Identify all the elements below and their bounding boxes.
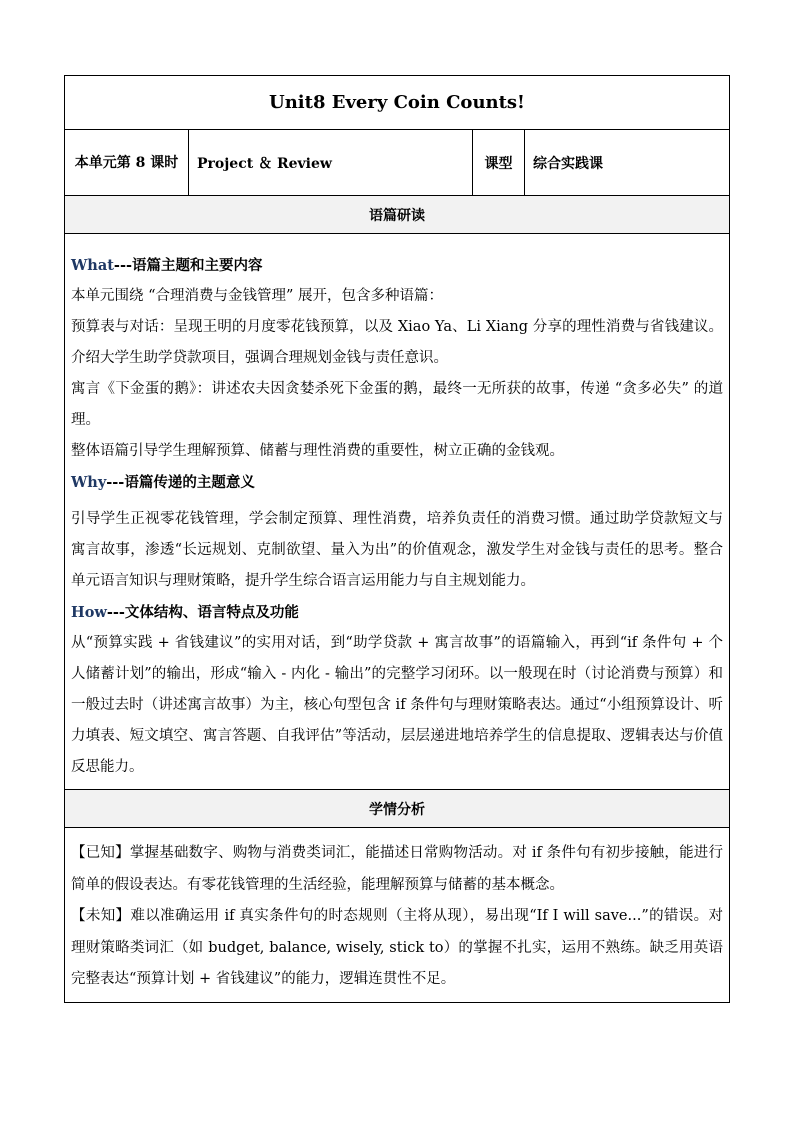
lesson-plan-table <box>64 75 730 1003</box>
why-label: Why <box>71 474 107 491</box>
how-label: How <box>71 604 107 621</box>
what-paragraph: 整体语篇引导学生理解预算、储蓄与理性消费的重要性，树立正确的金钱观。 <box>71 443 564 459</box>
why-heading <box>71 467 723 498</box>
why-paragraph: 引导学生正视零花钱管理，学会制定预算、理性消费，培养负责任的消费习惯。通过助学贷款短文与寓言故事，渗透“长远规划、克制欲望、量入为出”的价值观念，激发学生对金钱与责任的思考。整合单元语言知识与理财策略，提升学生综合语言运用能力与自主规划能力。 <box>71 511 723 589</box>
lesson-name: Project ＆ Review <box>189 130 473 195</box>
what-heading <box>71 250 723 281</box>
lesson-type-label: 课型 <box>473 130 525 195</box>
lesson-meta-row <box>65 130 729 196</box>
text-study-header: 语篇研读 <box>65 196 729 234</box>
unit-title: Unit8 Every Coin Counts! <box>65 76 729 130</box>
what-paragraph: 寓言《下金蛋的鹅》：讲述农夫因贪婪杀死下金蛋的鹅，最终一无所获的故事，传递 “贪多必失” 的道理。 <box>71 381 723 428</box>
lesson-number-label: 本单元第 8 课时 <box>65 130 189 195</box>
how-paragraph: 从“预算实践 + 省钱建议”的实用对话，到“助学贷款 + 寓言故事”的语篇输入，再到“if 条件句 + 个人储蓄计划”的输出，形成“输入 - 内化 - 输出”的完整学习闭环。以一般现在时（讨论消费与预算）和一般过去时（讲述寓言故事）为主，核心句型包含 if 条件句与理财策略表达。通过“小组预算设计、听力填表、短文填空、寓言答题、自我评估”等活动，层层递进地培养学生的信息提取、逻辑表达与价值反思能力。 <box>71 635 723 775</box>
lesson-type-value: 综合实践课 <box>533 155 603 172</box>
what-paragraph: 本单元围绕 “合理消费与金钱管理” 展开，包含多种语篇： <box>71 288 444 304</box>
how-heading <box>71 597 723 628</box>
what-heading-text: ---语篇主题和主要内容 <box>113 257 263 274</box>
learner-analysis-body <box>65 828 729 1002</box>
how-heading-text: ---文体结构、语言特点及功能 <box>106 604 299 621</box>
why-heading-text: ---语篇传递的主题意义 <box>106 474 255 491</box>
what-paragraph: 预算表与对话：呈现王明的月度零花钱预算，以及 Xiao Ya、Li Xiang 分享的理性消费与省钱建议。介绍大学生助学贷款项目，强调合理规划金钱与责任意识。 <box>71 319 723 366</box>
unknown-paragraph: 【未知】难以准确运用 if 真实条件句的时态规则（主将从现），易出现“If I will save...”的错误。对理财策略类词汇（如 budget, balance, wisely, stick to）的掌握不扎实，运用不熟练。缺乏用英语完整表达“预算计划 + 省钱建议”的能力，逻辑连贯性不足。 <box>71 908 723 987</box>
text-study-body <box>65 234 729 790</box>
what-label: What <box>71 257 114 274</box>
known-paragraph: 【已知】掌握基础数字、购物与消费类词汇，能描述日常购物活动。对 if 条件句有初步接触，能进行简单的假设表达。有零花钱管理的生活经验，能理解预算与储蓄的基本概念。 <box>71 845 723 893</box>
learner-analysis-header: 学情分析 <box>65 790 729 828</box>
